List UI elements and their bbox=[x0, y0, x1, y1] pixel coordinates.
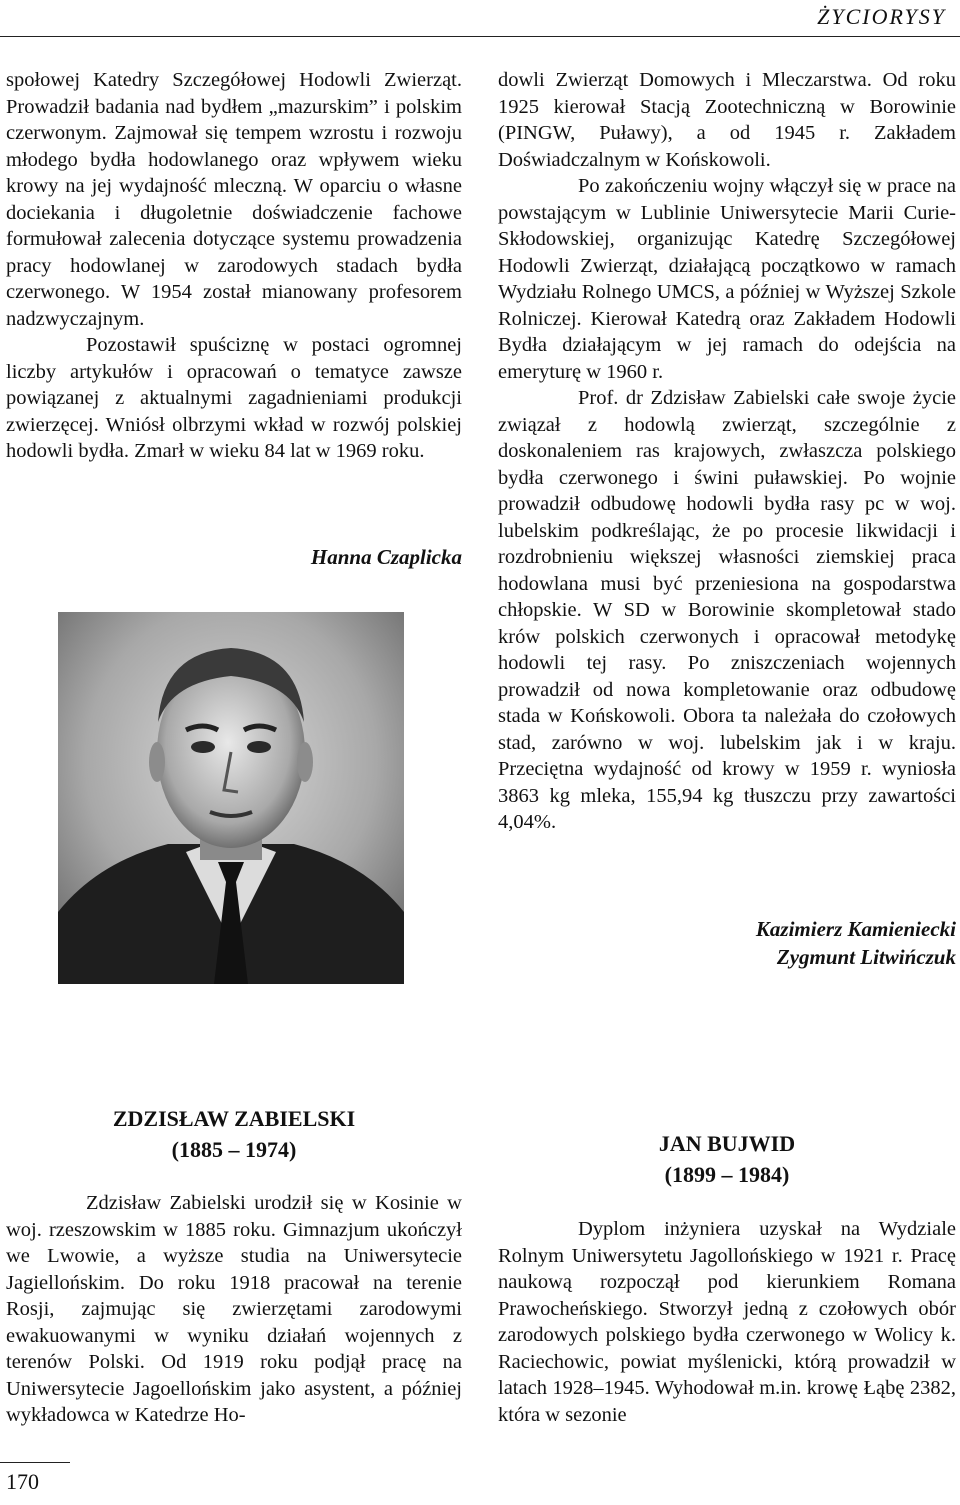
author-signature: Kazimierz Kamieniecki bbox=[755, 917, 956, 941]
paragraph: dowli Zwierząt Domowych i Mleczarstwa. Od roku 1925 kierował Stacją Zootechniczną w Borowinie (PINGW, Puławy), a od 1945 r. Zakładem Doświadczalnym w Końskowoli. bbox=[498, 69, 956, 171]
page-number: 170 bbox=[6, 1469, 39, 1494]
paragraph: Po zakończeniu wojny włączył się w prace na powstającym w Lublinie Uniwersytecie Marii Curie-Skłodowskiej, organizując Katedrę Szczegółowej Hodowli Zwierząt, działającą początkowo w ramach Wydziału Rolnego UMCS, a później w Wyższej Szkole Rolniczej. Kierował Katedrą oraz Zakładem Hodowli Bydła działającym w jej ramach do odejścia na emeryturę w 1960 r. bbox=[498, 175, 956, 383]
paragraph: Dyplom inżyniera uzyskał na Wydziale Rolnym Uniwersytetu Jagollońskiego w 1921 r. Pracę naukową rozpoczął pod kierunkiem Romana Prawocheńskiego. Stworzył jedną z czołowych obór zarodowych polskiego bydła czerwonego w Wolicy k. Raciechowic, powiat myślenicki, którą prowadził w latach 1928–1945. Wyhodował m.in. krowę Łąbę 2382, która w sezonie bbox=[498, 1218, 956, 1426]
right-column-top bbox=[498, 67, 956, 836]
author-signatures bbox=[556, 915, 956, 971]
paragraph: Pozostawił spuściznę w postaci ogromnej liczby artykułów i opracowań o tematyce zawsze powiązanej z aktualnymi zagadnieniami produkcji zwierzęcej. Wniósł olbrzymi wkład w rozwój polskiej hodowli bydła. Zmarł w wieku 84 lat w 1969 roku. bbox=[6, 334, 462, 462]
person-name: ZDZISŁAW ZABIELSKI bbox=[112, 1106, 356, 1131]
life-years: (1885 – 1974) bbox=[171, 1137, 297, 1162]
section-title: ŻYCIORYSY bbox=[817, 4, 946, 29]
person-name: JAN BUJWID bbox=[658, 1131, 796, 1156]
paragraph: Prof. dr Zdzisław Zabielski całe swoje życie związał z hodowlą zwierząt, szczególnie z doskonaleniem ras krajowych, zwłaszcza polskiego bydła czerwonego i świni puławskiej. Po wojnie prowadził odbudowę hodowli bydła rasy pc w woj. lubelskim podkreślając, że po procesie likwidacji i rozdrobnieniu większej własności ziemskiej praca hodowlana musi być przeniesiona na gospodarstwa chłopskie. W SD w Borowinie skompletował stado krów polskich czerwonych i opracował metodykę hodowli tej rasy. Po zniszczeniach wojennych prowadził od nowa kompletowanie oraz odbudowę stada w Końskowoli. Obora ta należała do czołowych stad, zarówno w woj. lubelskim jak i w kraju. Przeciętna wydajność od krowy w 1959 r. wyniosła 3863 kg mleka, 155,94 kg tłuszczu przy zawartości 4,04%. bbox=[498, 387, 956, 833]
author-signature: Hanna Czaplicka bbox=[310, 545, 462, 569]
portrait-photo bbox=[58, 612, 404, 984]
paragraph: społowej Katedry Szczegółowej Hodowli Zwierząt. Prowadził badania nad bydłem „mazurskim” i polskim czerwonym. Zajmował się tempem wzrostu i rozwoju młodego bydła hodowlanego oraz wpływem wieku krowy na jej wydajność mleczną. W oparciu o własne dociekania i długoletnie doświadczenie fachowe formułował zalecenia dotyczące systemu prowadzenia pracy hodowlanej w zarodowych stadach bydła czerwonego. W 1954 został mianowany profesorem nadzwyczajnym. bbox=[6, 69, 462, 330]
biography-heading bbox=[498, 1128, 956, 1190]
biography-heading bbox=[6, 1103, 462, 1165]
footer-rule bbox=[0, 1462, 70, 1463]
life-years: (1899 – 1984) bbox=[664, 1162, 790, 1187]
author-signature: Zygmunt Litwińczuk bbox=[776, 945, 956, 969]
page-header bbox=[0, 0, 960, 37]
left-column-top bbox=[6, 67, 462, 465]
paragraph: Zdzisław Zabielski urodził się w Kosinie w woj. rzeszowskim w 1885 roku. Gimnazjum ukończył we Lwowie, a wyższe studia na Uniwersytecie Jagiellońskim. Do roku 1918 pracował na terenie Rosji, zajmując się zwierzętami zarodowymi ewakuowanymi w wyniku działań wojennych z terenów Polski. Od 1919 roku podjął pracę na Uniwersytecie Jagoellońskim jako asystent, a później wykładowca w Katedrze Ho- bbox=[6, 1192, 462, 1426]
right-column-bottom bbox=[498, 1216, 956, 1428]
left-column-bottom bbox=[6, 1190, 462, 1429]
